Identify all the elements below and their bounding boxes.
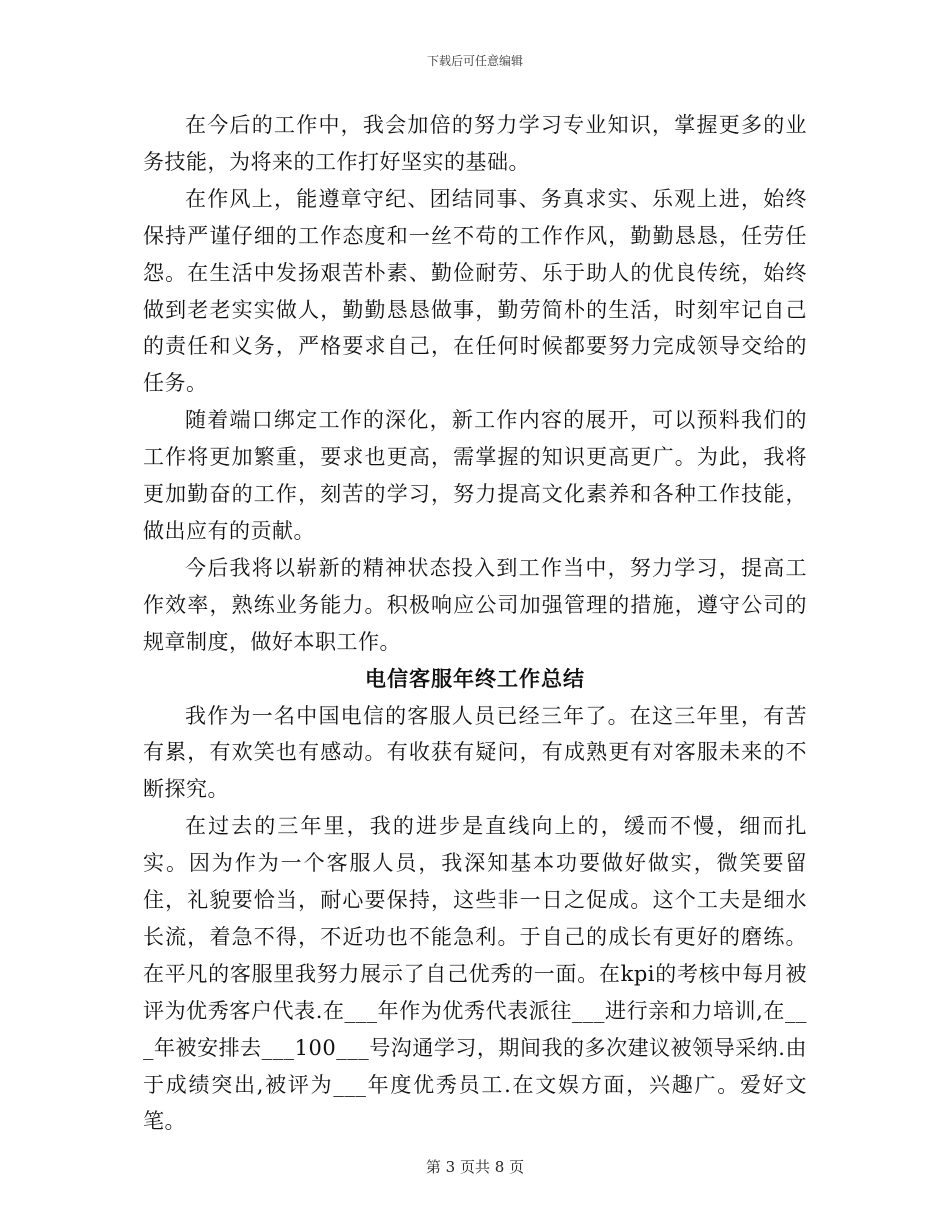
page-header: 下载后可任意编辑: [426, 54, 523, 68]
paragraph-future-study: 在今后的工作中，我会加倍的努力学习专业知识，掌握更多的业务技能，为将来的工作打好坚实的基础。: [143, 113, 807, 174]
paragraph-new-spirit: 今后我将以崭新的精神状态投入到工作当中，努力学习，提高工作效率，熟练业务能力。积极响应公司加强管理的措施，遵守公司的规章制度，做好本职工作。: [143, 555, 807, 654]
paragraph-work-style: 在作风上，能遵章守纪、团结同事、务真求实、乐观上进，始终保持严谨仔细的工作态度和一丝不苟的工作作风，勤勤恳恳，任劳任怨。在生活中发扬艰苦朴素、勤俭耐劳、乐于助人的优良传统，始终做到老老实实做人，勤勤恳恳做事，勤劳简朴的生活，时刻牢记自己的责任和义务，严格要求自己，在任何时候都要努力完成领导交给的任务。: [143, 186, 807, 396]
section-title: 电信客服年终工作总结: [365, 666, 585, 691]
page-number: 第 3 页共 8 页: [425, 1158, 525, 1176]
document-body: [143, 107, 807, 1140]
paragraph-port-binding: 随着端口绑定工作的深化，新工作内容的展开，可以预料我们的工作将更加繁重，要求也更高，需掌握的知识更高更广。为此，我将更加勤奋的工作，刻苦的学习，努力提高文化素养和各种工作技能，做出应有的贡献。: [143, 408, 807, 543]
paragraph-three-years: 我作为一名中国电信的客服人员已经三年了。在这三年里，有苦有累，有欢笑也有感动。有收获有疑问，有成熟更有对客服未来的不断探究。: [143, 703, 807, 802]
paragraph-progress: 在过去的三年里，我的进步是直线向上的，缓而不慢，细而扎实。因为作为一个客服人员，我深知基本功要做好做实，微笑要留住，礼貌要恰当，耐心要保持，这些非一日之促成。这个工夫是细水长流，着急不得，不近功也不能急利。于自己的成长有更好的磨练。在平凡的客服里我努力展示了自己优秀的一面。在kpi的考核中每月被评为优秀客户代表.在___年作为优秀代表派往___进行亲和力培训,在___年被安排去___100___号沟通学习，期间我的多次建议被领导采纳.由于成绩突出,被评为___年度优秀员工.在文娱方面，兴趣广。爱好文笔。: [143, 814, 807, 1134]
